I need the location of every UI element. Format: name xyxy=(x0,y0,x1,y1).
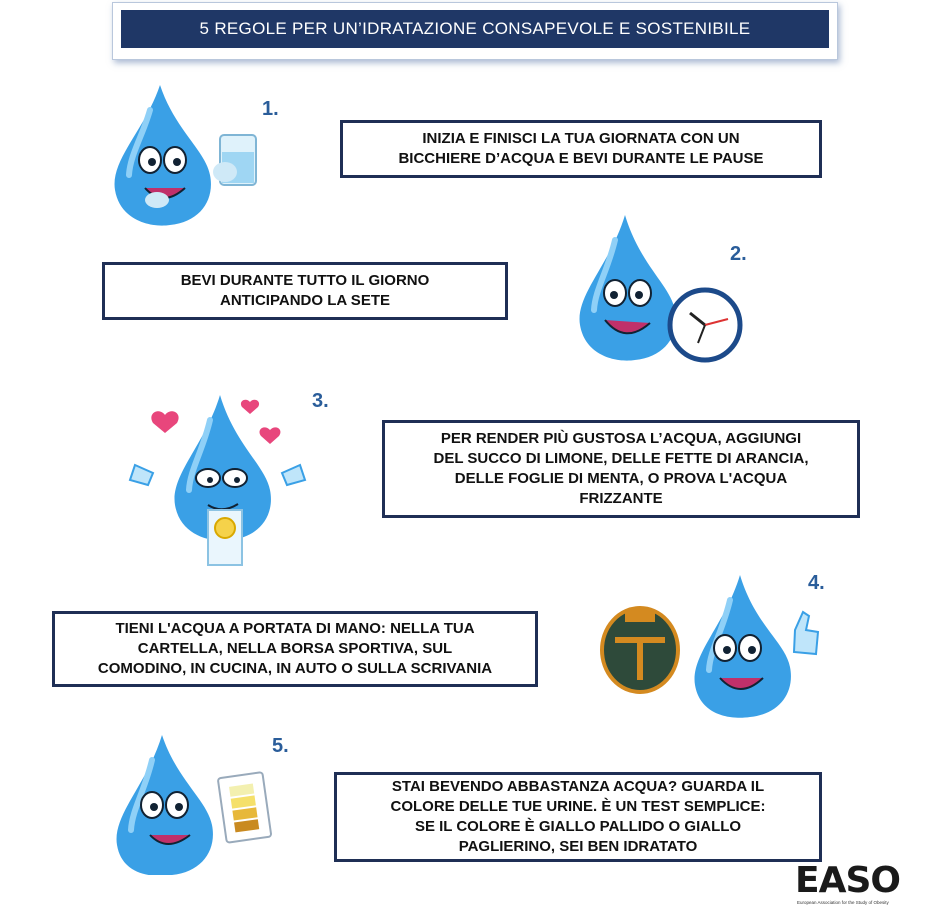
rule-text-line: FRIZZANTE xyxy=(579,490,663,507)
rule-text-line: TIENI L'ACQUA A PORTATA DI MANO: NELLA TUA xyxy=(115,620,475,637)
rule-text-line: COMODINO, IN CUCINA, IN AUTO O SULLA SCRIVANIA xyxy=(97,660,493,677)
easo-logo xyxy=(795,860,905,910)
rule-number-3: 3. xyxy=(312,390,329,412)
rule-number-1: 1. xyxy=(262,98,279,120)
rule-number-5: 5. xyxy=(272,735,289,757)
water-drop-clock-icon xyxy=(570,215,750,365)
water-drop-bottle-icon xyxy=(595,570,825,720)
water-drop-lemon-icon xyxy=(120,390,330,570)
rule-text-line: STAI BEVENDO ABBASTANZA ACQUA? GUARDA IL xyxy=(391,778,765,795)
rule-number-4: 4. xyxy=(808,572,825,594)
rule-text-line: BEVI DURANTE TUTTO IL GIORNO xyxy=(180,272,430,289)
water-drop-urine-chart-icon xyxy=(112,735,282,875)
rule-box-3 xyxy=(382,420,860,518)
rule-text-line: PER RENDER PIÙ GUSTOSA L’ACQUA, AGGIUNGI xyxy=(440,430,802,447)
rule-text-line: BICCHIERE D’ACQUA E BEVI DURANTE LE PAUSE xyxy=(398,150,764,167)
rule-text-line: COLORE DELLE TUE URINE. È UN TEST SEMPLICE: xyxy=(390,798,766,815)
rule-box-1 xyxy=(340,120,822,178)
water-drop-glass-icon xyxy=(105,80,265,230)
rule-number-2: 2. xyxy=(730,243,747,265)
rule-text-line: PAGLIERINO, SEI BEN IDRATATO xyxy=(458,838,698,855)
logo-subtitle: European Association for the Study of Obesity xyxy=(797,900,889,905)
rule-text-line: DEL SUCCO DI LIMONE, DELLE FETTE DI ARANCIA, xyxy=(433,450,809,467)
rule-text-line: DELLE FOGLIE DI MENTA, O PROVA L'ACQUA xyxy=(454,470,788,487)
rule-text-line: INIZIA E FINISCI LA TUA GIORNATA CON UN xyxy=(422,130,740,147)
rule-box-2 xyxy=(102,262,508,320)
rule-box-4 xyxy=(52,611,538,687)
logo-text: EASO xyxy=(795,860,900,901)
rule-box-5 xyxy=(334,772,822,862)
rule-text-line: SE IL COLORE È GIALLO PALLIDO O GIALLO xyxy=(414,818,742,835)
rule-text-line: ANTICIPANDO LA SETE xyxy=(219,292,390,309)
page-title: 5 REGOLE PER UN’IDRATAZIONE CONSAPEVOLE E SOSTENIBILE xyxy=(121,10,829,48)
title-banner xyxy=(112,2,838,60)
rule-text-line: CARTELLA, NELLA BORSA SPORTIVA, SUL xyxy=(137,640,453,657)
